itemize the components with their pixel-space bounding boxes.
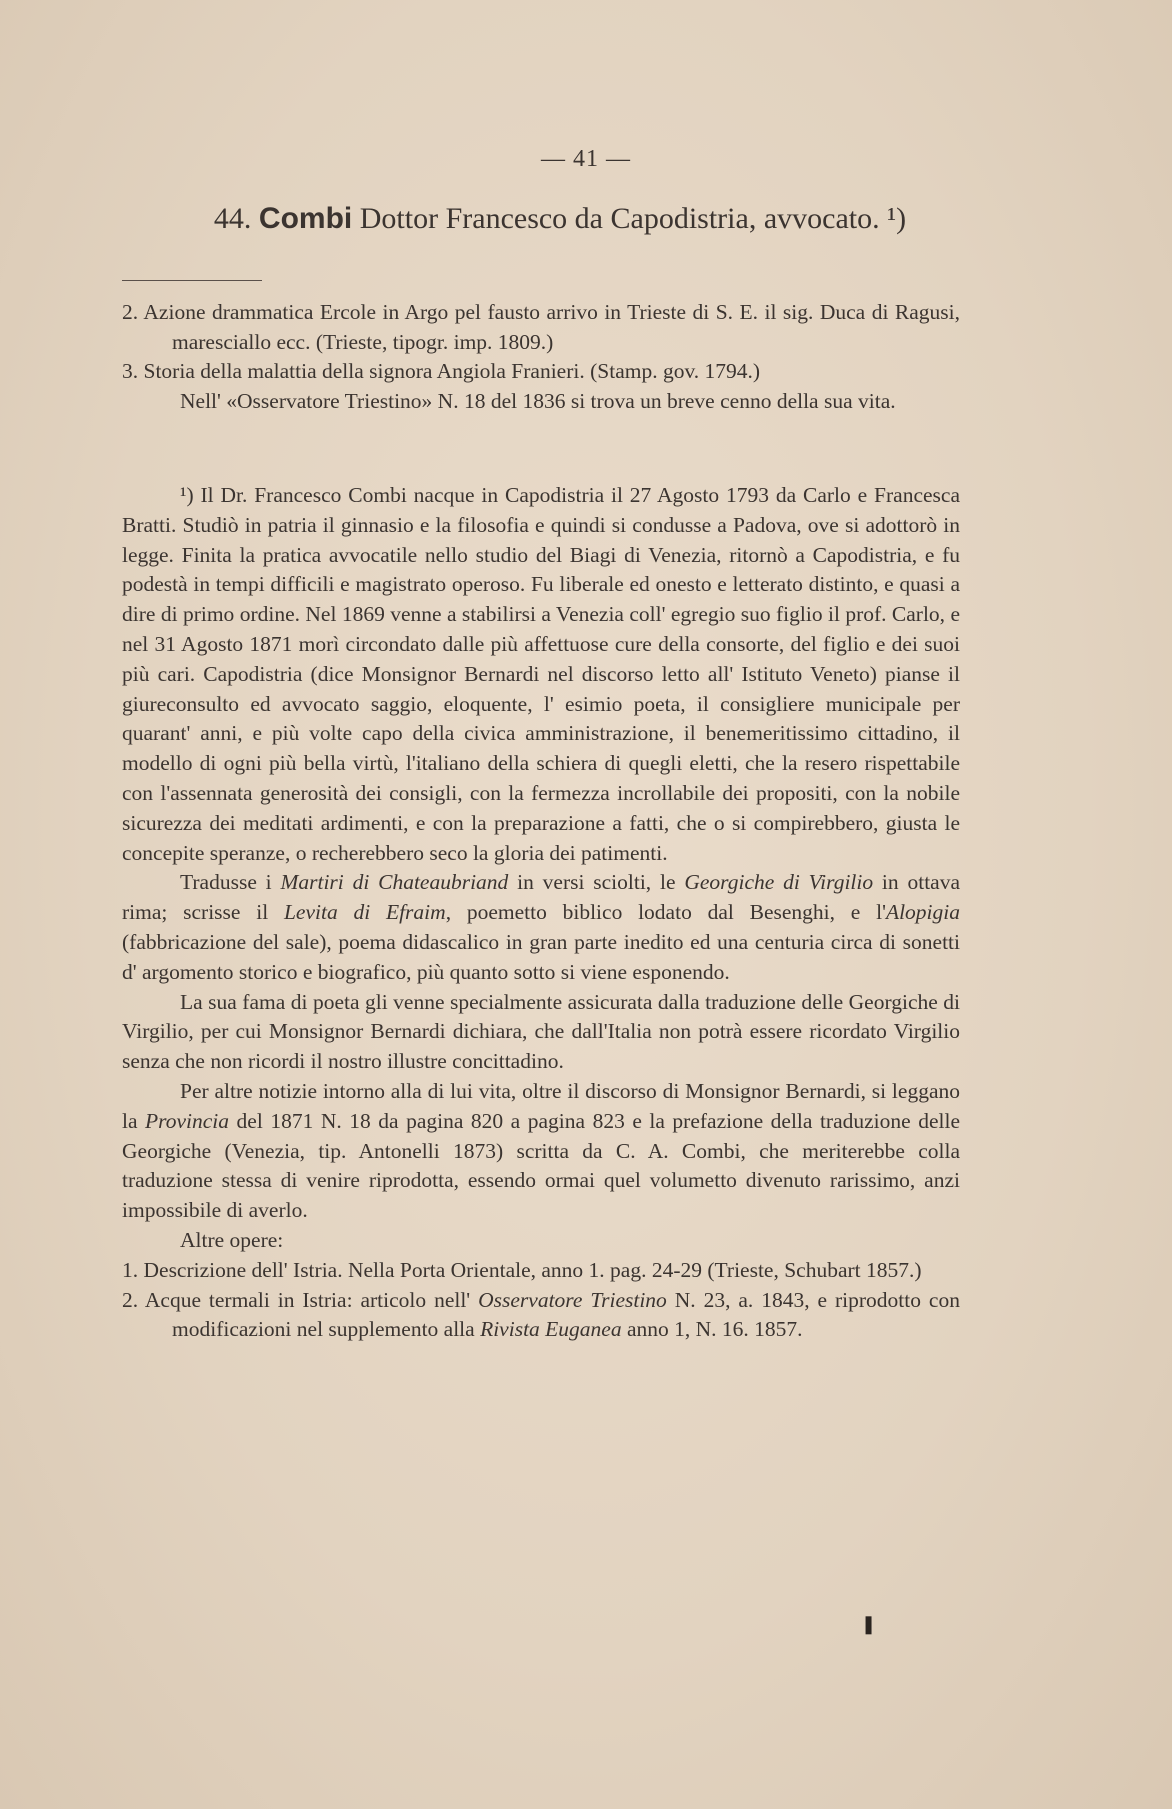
text-run: 2. Acque termali in Istria: articolo nell'	[122, 1287, 479, 1312]
footnote-text: Il Dr. Francesco Combi nacque in Capodistria il 27 Agosto 1793 da Carlo e Francesca Bratti. Studiò in patria il ginnasio e la filosofia e quindi si condusse a Padova, ove si adottorò in legge. Finita la pratica avvocatile nello studio del Biagi di Venezia, ritornò a Capodistria, e fu podestà in tempi difficili e magistrato operoso. Fu liberale ed onesto e letterato distinto, e quasi a dire di primo ordine. Nel 1869 venne a stabilirsi a Venezia coll' egregio suo figlio il prof. Carlo, e nel 31 Agosto 1871 morì circondato dalle più affettuose cure della consorte, del figlio e dei suoi più cari. Capodistria (dice Monsignor Bernardi nel discorso letto all' Istituto Veneto) pianse il giureconsulto ed avvocato saggio, eloquente, l' esimio poeta, il consigliere municipale per quarant' anni, e più volte capo della civica amministrazione, il benemeritissimo cittadino, il modello di ogni più bella virtù, l'italiano della schiera di quegli eletti, che la resero rispettabile con l'assennata generosità dei consigli, con la fermezza incrollabile dei propositi, con la nobile sicurezza dei meditati ardimenti, e con la preparazione a fatti, che o si compirebbero, giusta le concepite speranze, o recherebbero seco la gloria dei patimenti.	[122, 483, 960, 865]
footnote-paragraph-4	[122, 1077, 960, 1226]
italic-title: Georgiche di Virgilio	[684, 870, 874, 895]
other-work-item	[122, 1286, 960, 1346]
page-number: — 41 —	[541, 146, 631, 172]
footnote-paragraph-2	[122, 868, 960, 987]
text-run: in versi sciolti, le	[508, 870, 685, 895]
text-run: del 1871 N. 18 da pagina 820 a pagina 823 e la prefazione della traduzione delle Georgiche (Venezia, tip. Antonelli 1873) scritta da C. A. Combi, che meriterebbe colla traduzione stessa di venire riprodotta, essendo ormai quel volumetto divenuto rarissimo, anzi impossibile di averlo.	[122, 1108, 960, 1223]
entry-number: 44.	[213, 202, 252, 235]
footnote-paragraph-1	[122, 481, 960, 868]
italic-title: Osservatore Triestino	[478, 1287, 667, 1312]
footnote-reference: ¹)	[887, 202, 907, 235]
other-works-label: Altre opere:	[180, 1227, 284, 1252]
other-work-item: 1. Descrizione dell' Istria. Nella Porta Orientale, anno 1. pag. 24-29 (Trieste, Schubart 1857.)	[122, 1257, 922, 1282]
footnote	[122, 481, 960, 1345]
italic-title: Provincia	[145, 1108, 230, 1133]
works-note: Nell' «Osservatore Triestino» N. 18 del 1836 si trova un breve cenno della sua vita.	[180, 389, 896, 414]
italic-title: Alopigia	[885, 900, 961, 925]
text-run: Tradusse i	[180, 870, 281, 895]
work-item: 2. Azione drammatica Ercole in Argo pel fausto arrivo in Trieste di S. E. il sig. Duca di Ragusi, maresciallo ecc. (Trieste, tipogr. imp. 1809.)	[122, 300, 960, 354]
entry-heading	[110, 202, 1010, 236]
footnote-paragraph-3: La sua fama di poeta gli venne specialmente assicurata dalla traduzione delle Georgiche di Virgilio, per cui Monsignor Bernardi dichiara, che dall'Italia non potrà essere ricordato Virgilio senza che non ricordi il nostro illustre concittadino.	[122, 989, 960, 1074]
entry-title: Dottor Francesco da Capodistria, avvocato.	[359, 202, 880, 235]
text-run: in ottava rima; scrisse il	[122, 870, 960, 925]
footnote-marker: ¹)	[180, 483, 194, 507]
divider-rule	[122, 280, 262, 281]
ink-mark-icon: ❚	[861, 1614, 877, 1634]
entry-surname: Combi	[258, 202, 353, 235]
text-run: anno 1, N. 16. 1857.	[621, 1317, 803, 1342]
text-run: Per altre notizie intorno alla di lui vita, oltre il discorso di Monsignor Bernardi, si leggano la	[122, 1078, 960, 1133]
work-item: 3. Storia della malattia della signora Angiola Franieri. (Stamp. gov. 1794.)	[122, 359, 761, 384]
text-run: (fabbricazione del sale), poema didascalico in gran parte inedito ed una centuria circa di sonetti d' argomento storico e biografico, più quanto sotto si viene esponendo.	[122, 929, 960, 984]
italic-title: Levita di Efraim	[283, 900, 446, 925]
text-run: N. 23, a. 1843, e riprodotto con modificazioni nel supplemento alla	[172, 1287, 960, 1342]
text-run: , poemetto biblico lodato dal Besenghi, e l'	[445, 900, 886, 925]
works-list	[122, 298, 960, 417]
italic-title: Martiri di Chateaubriand	[280, 870, 509, 895]
italic-title: Rivista Euganea	[480, 1317, 622, 1342]
